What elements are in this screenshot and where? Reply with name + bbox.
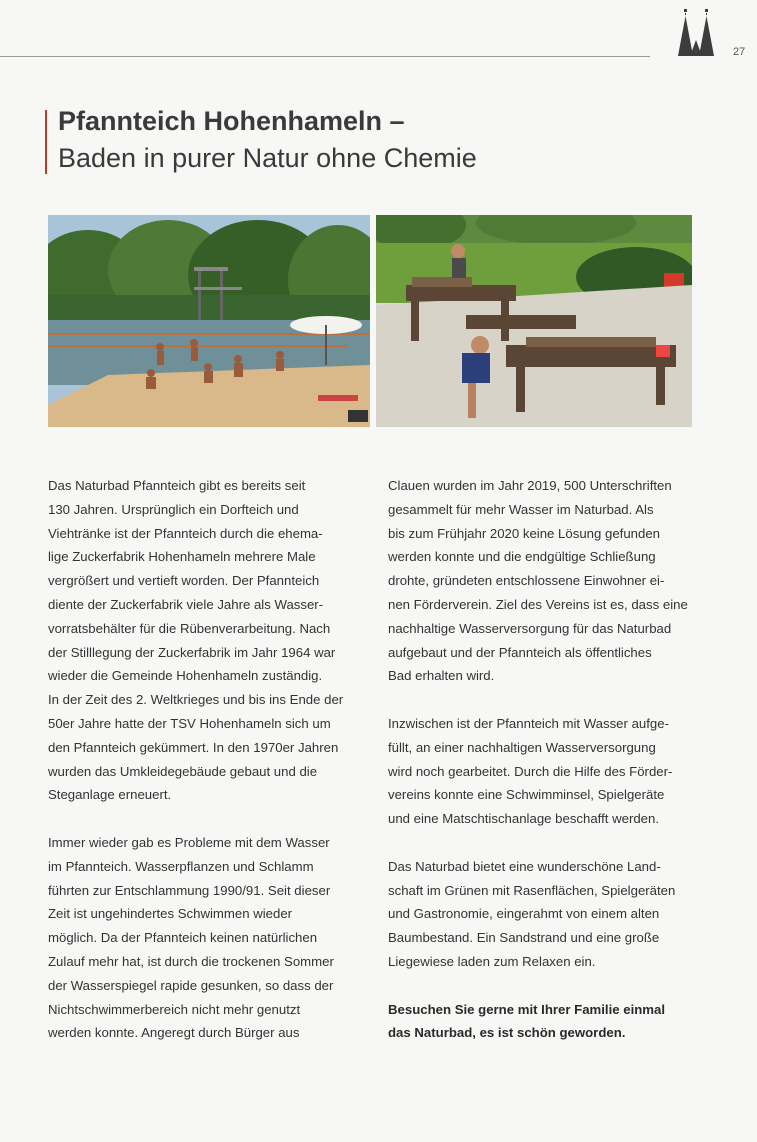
text-line: 130 Jahren. Ursprünglich ein Dorfteich und — [48, 501, 299, 517]
text-line: 50er Jahre hatte der TSV Hohenhameln sich um — [48, 715, 331, 731]
text-line: Das Naturbad bietet eine wunderschöne Land- — [388, 858, 661, 874]
text-line: Bad erhalten wird. — [388, 668, 495, 684]
text-line: vergrößert und vertieft worden. Der Pfannteich — [48, 573, 320, 589]
text-line: Nichtschwimmerbereich nicht mehr genutzt — [48, 1001, 301, 1017]
text-line: der Stilllegung der Zuckerfabrik im Jahr 1964 war — [48, 644, 336, 660]
paragraph-foerderverein — [388, 474, 703, 688]
church-towers-logo — [672, 6, 720, 58]
closing-invitation — [388, 998, 703, 1046]
text-line: und eine Matschtischanlage beschafft werden. — [388, 811, 660, 827]
text-line: Zeit ist ungehindertes Schwimmen wieder — [48, 906, 293, 922]
text-line: Viehtränke ist der Pfannteich durch die ehema- — [48, 525, 323, 541]
text-line: das Naturbad, es ist schön geworden. — [388, 1025, 626, 1041]
text-line: Immer wieder gab es Probleme mit dem Wasser — [48, 834, 330, 850]
paragraph-landscape — [388, 855, 703, 974]
text-line: lige Zuckerfabrik Hohenhameln mehrere Male — [48, 549, 316, 565]
text-line: bis zum Frühjahr 2020 keine Lösung gefunden — [388, 525, 660, 541]
text-line: Liegewiese laden zum Relaxen ein. — [388, 953, 596, 969]
text-line: füllt, an einer nachhaltigen Wasserversorgung — [388, 739, 656, 755]
text-line: werden konnte und die endgültige Schließung — [388, 549, 656, 565]
photo-mud-table-playground — [376, 215, 692, 427]
text-line: werden konnte. Angeregt durch Bürger aus — [48, 1025, 300, 1041]
text-line: Baumbestand. Ein Sandstrand und eine große — [388, 930, 660, 946]
text-line: Steganlage erneuert. — [48, 787, 172, 803]
text-line: der Wasserspiegel rapide gesunken, so dass der — [48, 977, 334, 993]
paragraph-history — [48, 474, 363, 807]
text-line: vorratsbehälter für die Rübenverarbeitung. Nach — [48, 620, 331, 636]
text-line: und Gastronomie, eingerahmt von einem alten — [388, 906, 660, 922]
page-title: Pfannteich Hohenhameln – — [58, 106, 405, 136]
text-line: wieder die Gemeinde Hohenhameln zuständig. — [48, 668, 323, 684]
text-line: den Pfannteich gekümmert. In den 1970er Jahren — [48, 739, 339, 755]
text-line: nachhaltige Wasserversorgung für das Naturbad — [388, 620, 672, 636]
text-line: wird noch gearbeitet. Durch die Hilfe des Förder- — [388, 763, 673, 779]
text-line: aufgebaut und der Pfannteich als öffentliches — [388, 644, 652, 660]
text-line: Clauen wurden im Jahr 2019, 500 Unterschriften — [388, 478, 672, 493]
paragraph-current-state — [388, 712, 703, 831]
title-accent-bar — [45, 110, 47, 174]
text-column-right — [388, 474, 703, 1069]
text-line: Besuchen Sie gerne mit Ihrer Familie einmal — [388, 1001, 666, 1017]
text-line: schaft im Grünen mit Rasenflächen, Spielgeräten — [388, 882, 676, 898]
text-line: Inzwischen ist der Pfannteich mit Wasser aufge- — [388, 715, 669, 731]
text-line: Zulauf mehr hat, ist durch die trockenen Sommer — [48, 953, 334, 969]
text-line: wurden das Umkleidegebäude gebaut und die — [48, 763, 318, 779]
text-column-left — [48, 474, 363, 1069]
paragraph-water-problems — [48, 831, 363, 1045]
text-line: möglich. Da der Pfannteich keinen natürlichen — [48, 930, 318, 946]
photo-beach-bathers — [48, 215, 370, 427]
text-line: Das Naturbad Pfannteich gibt es bereits seit — [48, 478, 306, 493]
text-line: führten zur Entschlammung 1990/91. Seit dieser — [48, 882, 331, 898]
header-rule — [0, 56, 650, 57]
text-line: im Pfannteich. Wasserpflanzen und Schlamm — [48, 858, 314, 874]
page-subtitle: Baden in purer Natur ohne Chemie — [58, 143, 477, 173]
text-line: In der Zeit des 2. Weltkrieges und bis ins Ende der — [48, 692, 344, 708]
text-line: diente der Zuckerfabrik viele Jahre als Wasser- — [48, 596, 324, 612]
text-line: nen Förderverein. Ziel des Vereins ist es, dass eine — [388, 596, 688, 612]
text-line: drohte, gründeten entschlossene Einwohner ei- — [388, 573, 665, 589]
text-line: vereins konnte eine Schwimminsel, Spielgeräte — [388, 787, 665, 803]
text-line: gesammelt für mehr Wasser im Naturbad. Als — [388, 501, 654, 517]
page-number: 27 — [733, 46, 746, 58]
